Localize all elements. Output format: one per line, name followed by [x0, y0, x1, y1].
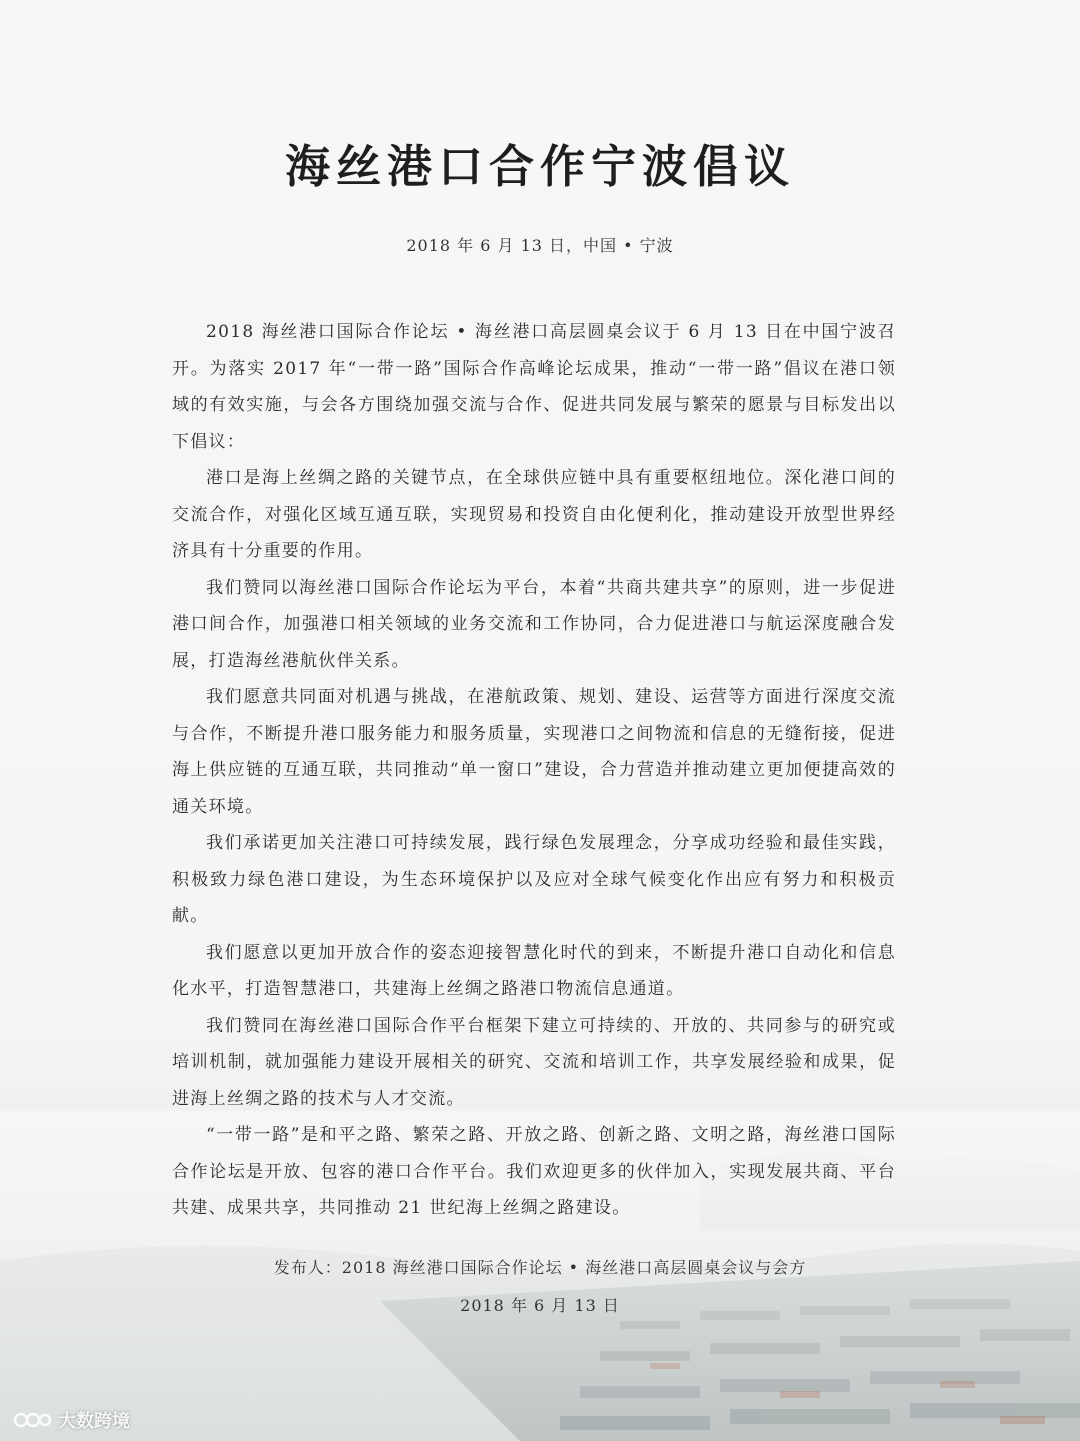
paragraph-research: 我们赞同在海丝港口国际合作平台框架下建立可持续的、开放的、共同参与的研究或培训机制，就加强能力建设开展相关的研究、交流和培训工作，共享发展经验和成果，促进海上丝绸之路的技术与人才交流。 [172, 1015, 896, 1109]
paragraph-smart-port: 我们愿意以更加开放合作的姿态迎接智慧化时代的到来，不断提升港口自动化和信息化水平，打造智慧港口，共建海上丝绸之路港口物流信息通道。 [172, 942, 896, 999]
document-title: 海丝港口合作宁波倡议 [284, 140, 795, 193]
brand-logo-icon [12, 1409, 52, 1431]
watermark-text: 大数跨境 [58, 1411, 130, 1432]
document-dateline: 2018 年 6 月 13 日，中国 • 宁波 [406, 236, 674, 255]
watermark [12, 1407, 130, 1433]
paragraph-closing: “一带一路”是和平之路、繁荣之路、开放之路、创新之路、文明之路，海丝港口国际合作论坛是开放、包容的港口合作平台。我们欢迎更多的伙伴加入，实现发展共商、平台共建、成果共享，共同推动 21 世纪海上丝绸之路建设。 [172, 1125, 896, 1218]
document-body [172, 314, 896, 1227]
publish-date: 2018 年 6 月 13 日 [460, 1296, 620, 1315]
paragraph-platform: 我们赞同以海丝港口国际合作论坛为平台，本着“共商共建共享”的原则，进一步促进港口间合作，加强港口相关领域的业务交流和工作协同，合力促进港口与航运深度融合发展，打造海丝港航伙伴关系。 [172, 577, 896, 671]
paragraph-green-port: 我们承诺更加关注港口可持续发展，践行绿色发展理念，分享成功经验和最佳实践，积极致力绿色港口建设，为生态环境保护以及应对全球气候变化作出应有努力和积极贡献。 [172, 833, 896, 926]
paragraph-intro: 2018 海丝港口国际合作论坛 • 海丝港口高层圆桌会议于 6 月 13 日在中国宁波召开。为落实 2017 年“一带一路”国际合作高峰论坛成果，推动“一带一路”倡议在港口领域的有效实施，与会各方围绕加强交流与合作、促进共同发展与繁荣的愿景与目标发出以下倡议： [172, 322, 896, 452]
publisher-line: 发布人：2018 海丝港口国际合作论坛 • 海丝港口高层圆桌会议与会方 [273, 1258, 807, 1277]
paragraph-port-nodes: 港口是海上丝绸之路的关键节点，在全球供应链中具有重要枢纽地位。深化港口间的交流合作，对强化区域互通互联，实现贸易和投资自由化便利化，推动建设开放型世界经济具有十分重要的作用。 [172, 468, 896, 561]
paragraph-challenges: 我们愿意共同面对机遇与挑战，在港航政策、规划、建设、运营等方面进行深度交流与合作，不断提升港口服务能力和服务质量，实现港口之间物流和信息的无缝衔接，促进海上供应链的互通互联，共同推动“单一窗口”建设，合力营造并推动建立更加便捷高效的通关环境。 [172, 687, 896, 817]
